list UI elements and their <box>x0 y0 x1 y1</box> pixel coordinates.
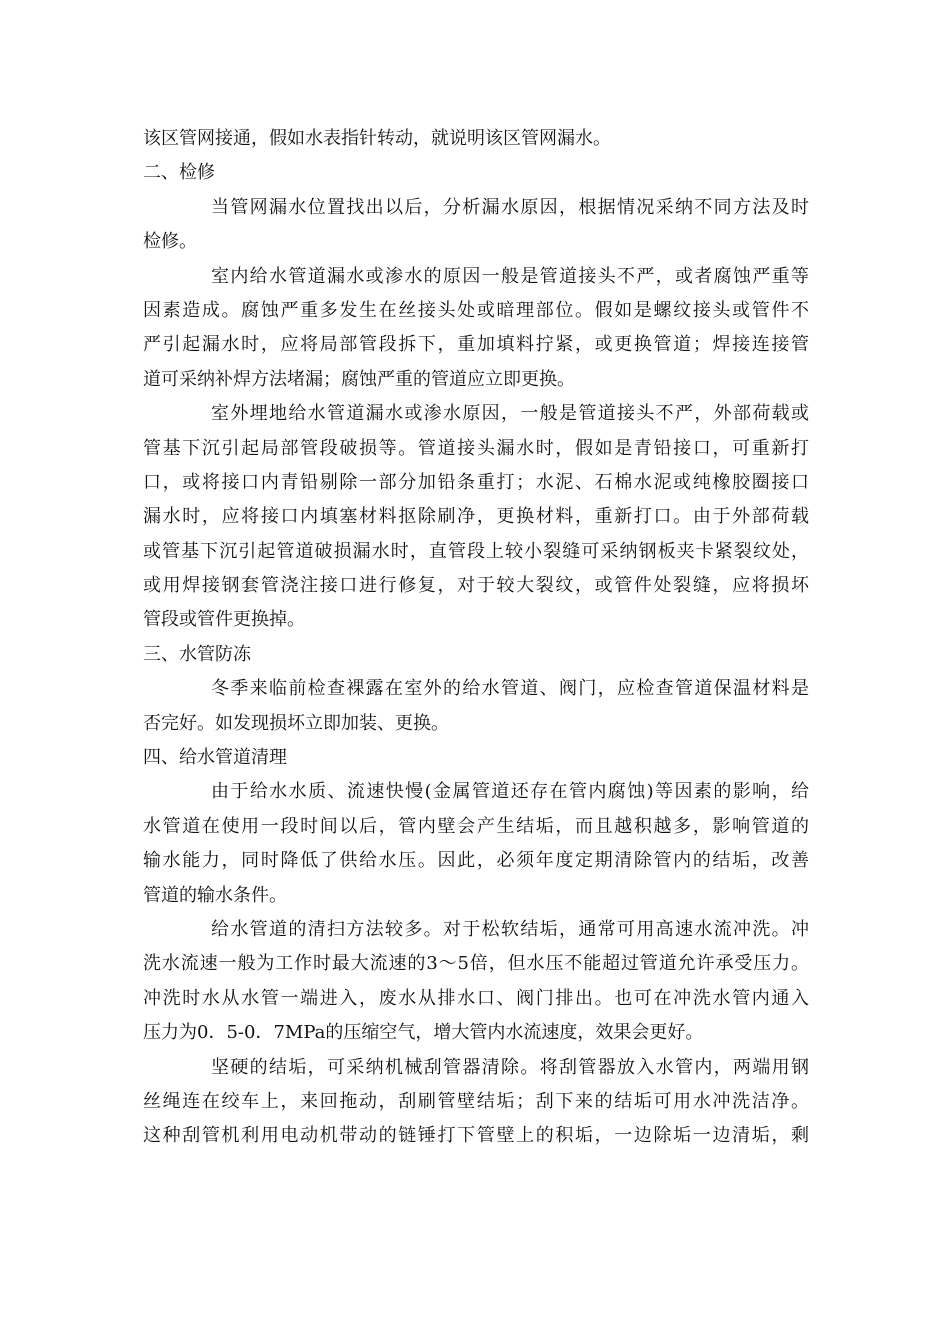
body-line: 否完好。如发现损坏立即加装、更换。 <box>143 712 449 734</box>
body-line: 水管道在使用一段时间以后，管内壁会产生结垢，而且越积越多，影响管道的 <box>143 815 809 837</box>
body-line: 管段或管件更换掉。 <box>143 609 305 631</box>
body-line: 当管网漏水位置找出以后，分析漏水原因，根据情况采纳不同方法及时 <box>211 196 809 218</box>
body-line: 检修。 <box>143 231 197 253</box>
body-line: 压力为0．5-0．7MPa的压缩空气，增大管内水流速度，效果会更好。 <box>143 1022 704 1044</box>
body-line: 或用焊接钢套管浇注接口进行修复，对于较大裂纹，或管件处裂缝，应将损坏 <box>143 575 809 597</box>
body-line: 这种刮管机利用电动机带动的链锤打下管壁上的积垢，一边除垢一边清垢，剩 <box>143 1125 809 1147</box>
section-heading-repair: 二、检修 <box>143 162 215 184</box>
body-line: 冬季来临前检查裸露在室外的给水管道、阀门，应检查管道保温材料是 <box>211 678 809 700</box>
body-line: 管道的输水条件。 <box>143 884 287 906</box>
document-body <box>143 122 809 1154</box>
body-line: 口，或将接口内青铅剔除一部分加铅条重打；水泥、石棉水泥或纯橡胶圈接口 <box>143 471 809 493</box>
body-line: 丝绳连在绞车上，来回拖动，刮刷管壁结垢；刮下来的结垢可用水冲洗洁净。 <box>143 1090 809 1112</box>
body-line: 室内给水管道漏水或渗水的原因一般是管道接头不严，或者腐蚀严重等 <box>211 265 809 287</box>
section-heading-cleaning: 四、给水管道清理 <box>143 747 287 769</box>
body-line: 或管基下沉引起管道破损漏水时，直管段上较小裂缝可采纳钢板夹卡紧裂纹处， <box>143 540 809 562</box>
body-line: 由于给水水质、流速快慢(金属管道还存在管内腐蚀)等因素的影响，给 <box>211 781 809 803</box>
body-line: 道可采纳补焊方法堵漏；腐蚀严重的管道应立即更换。 <box>143 368 575 390</box>
body-line: 管基下沉引起局部管段破损等。管道接头漏水时，假如是青铅接口，可重新打 <box>143 437 809 459</box>
body-line: 洗水流速一般为工作时最大流速的3～5倍，但水压不能超过管道允许承受压力。 <box>143 953 809 975</box>
body-line: 冲洗时水从水管一端进入，废水从排水口、阀门排出。也可在冲洗水管内通入 <box>143 987 809 1009</box>
body-line: 坚硬的结垢，可采纳机械刮管器清除。将刮管器放入水管内，两端用钢 <box>211 1056 809 1078</box>
body-line: 输水能力，同时降低了供给水压。因此，必须年度定期清除管内的结垢，改善 <box>143 850 809 872</box>
body-line: 给水管道的清扫方法较多。对于松软结垢，通常可用高速水流冲洗。冲 <box>211 918 809 940</box>
body-line: 该区管网接通，假如水表指针转动，就说明该区管网漏水。 <box>143 128 611 149</box>
body-line: 漏水时，应将接口内填塞材料抠除刷净，更换材料，重新打口。由于外部荷载 <box>143 506 809 528</box>
body-line: 室外埋地给水管道漏水或渗水原因，一般是管道接头不严，外部荷载或 <box>211 403 809 425</box>
body-line: 因素造成。腐蚀严重多发生在丝接头处或暗理部位。假如是螺纹接头或管件不 <box>143 299 809 321</box>
section-heading-antifreeze: 三、水管防冻 <box>143 643 251 665</box>
body-line: 严引起漏水时，应将局部管段拆下，重加填料拧紧，或更换管道；焊接连接管 <box>143 334 809 356</box>
